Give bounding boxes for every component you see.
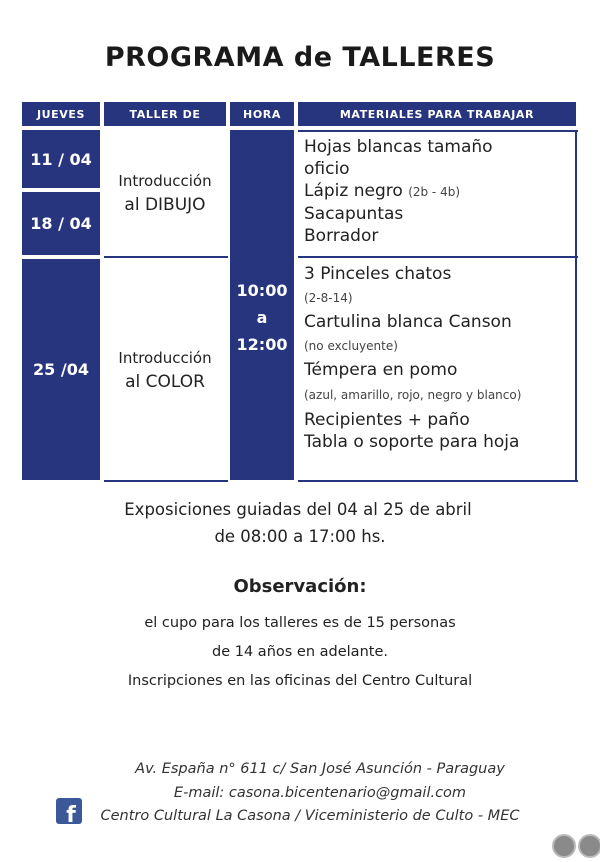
material-item: Recipientes + paño: [304, 410, 470, 430]
header-jueves: JUEVES: [22, 102, 100, 126]
observation-line3: Inscripciones en las oficinas del Centro Cultural: [127, 673, 473, 689]
material-item: Borrador: [304, 226, 379, 246]
exhibition-info: [0, 496, 600, 550]
materials-top-line: [298, 130, 578, 132]
materials-right-line: [575, 130, 577, 482]
materials-bottom-line: [298, 480, 578, 482]
page-title: PROGRAMA de TALLERES: [104, 42, 496, 73]
footer-email[interactable]: E-mail: casona.bicentenario@gmail.com: [173, 785, 467, 801]
observation-line2: de 14 años en adelante.: [212, 644, 388, 660]
exhibition-line1: Exposiciones guiadas del 04 al 25 de abril: [124, 500, 472, 519]
material-item: Sacapuntas: [304, 204, 404, 224]
hour-start: 10:00: [236, 280, 288, 300]
material-item: Tabla o soporte para hoja: [304, 432, 520, 452]
row-divider: [104, 256, 228, 258]
date-cell-2: 18 / 04: [22, 192, 100, 255]
header-hora: HORA: [230, 102, 294, 126]
material-item: Témpera en pomo: [304, 360, 458, 380]
material-note: (no excluyente): [304, 339, 398, 353]
observation-text: [0, 609, 600, 696]
observation-title: Observación:: [233, 576, 367, 597]
material-item: 3 Pinceles chatos: [304, 264, 452, 284]
material-item: oficio: [304, 159, 350, 179]
materials-dibujo: [304, 136, 493, 247]
workshop-color: [104, 259, 226, 480]
seal-icon: [578, 834, 600, 858]
material-item: Hojas blancas tamaño: [304, 137, 493, 157]
workshop-color-line1: Introducción: [118, 348, 212, 367]
hour-separator: a: [256, 307, 268, 327]
seal-icon: [552, 834, 576, 858]
date-cell-1: 11 / 04: [22, 130, 100, 188]
header-materiales: MATERIALES PARA TRABAJAR: [298, 102, 576, 126]
table-bottom-line: [104, 480, 228, 482]
material-note: (2-8-14): [304, 291, 353, 305]
workshop-color-line2: al COLOR: [125, 371, 205, 392]
hour-end: 12:00: [236, 334, 288, 354]
exhibition-line2: de 08:00 a 17:00 hs.: [214, 527, 386, 546]
date-cell-3: 25 /04: [22, 259, 100, 480]
material-item: Cartulina blanca Canson: [304, 312, 512, 332]
observation-line1: el cupo para los talleres es de 15 personas: [144, 615, 456, 631]
hour-cell: [230, 130, 294, 480]
footer-address: Av. España n° 611 c/ San José Asunción - Paraguay: [135, 761, 505, 777]
footer-facebook[interactable]: Centro Cultural La Casona / Viceministerio de Culto - MEC: [100, 808, 520, 824]
materials-color: [304, 263, 521, 453]
facebook-icon[interactable]: f: [56, 798, 82, 824]
workshop-dibujo-line1: Introducción: [118, 171, 212, 190]
material-note: (2b - 4b): [408, 185, 461, 199]
workshop-dibujo: [104, 130, 226, 255]
material-item: Lápiz negro: [304, 181, 403, 201]
materials-divider: [298, 256, 578, 258]
material-note: (azul, amarillo, rojo, negro y blanco): [304, 388, 522, 402]
header-taller: TALLER DE: [104, 102, 226, 126]
workshop-dibujo-line2: al DIBUJO: [124, 194, 206, 215]
